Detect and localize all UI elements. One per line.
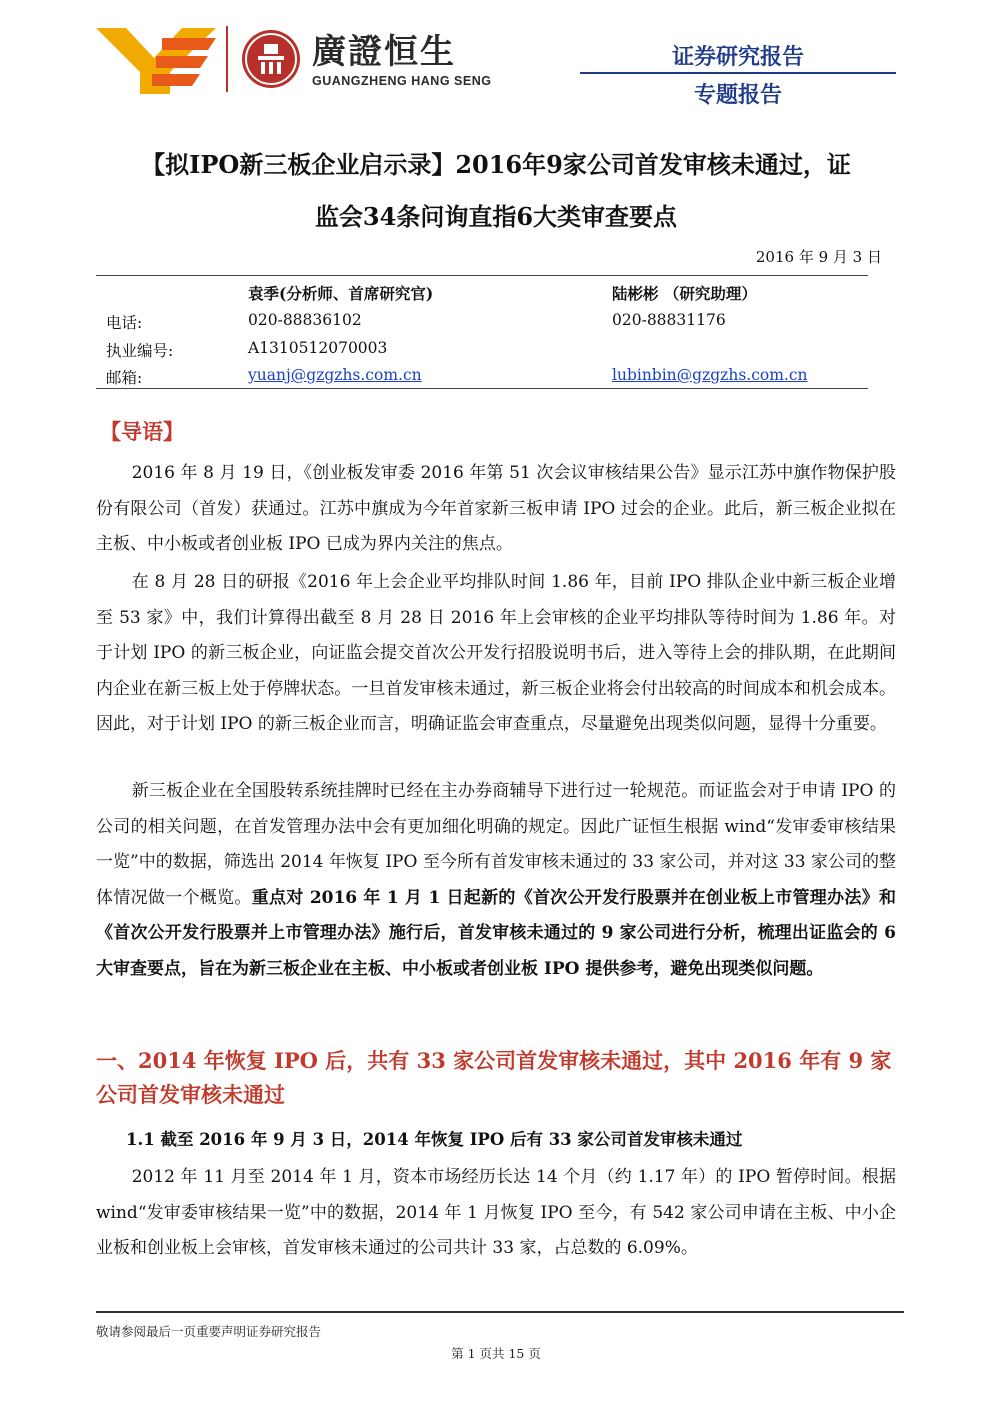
brand-name-cn: 廣證恒生 bbox=[312, 32, 456, 72]
footer-disclaimer: 敬请参阅最后一页重要声明证券研究报告 bbox=[96, 1324, 322, 1339]
intro-paragraph-2: 在 8 月 28 日的研报《2016 年上会企业平均排队时间 1.86 年，目前 IPO 排队企业中新三板企业增至 53 家》中，我们计算得出截至 8 月 28 日 2016 年上会审核的企业平均排队等待时间为 1.86 年。对于计划 IPO 的新三板企业，向证监会提交首次公开发行招股说明书后，进入等待上会的排队期，在此期间内企业在新三板上处于停牌状态。一旦首发审核未通过，新三板企业将会付出较高的时间成本和机会成本。因此，对于计划 IPO 的新三板企业而言，明确证监会审查重点，尽量避免出现类似问题，显得十分重要。 bbox=[96, 572, 896, 734]
footer-rule bbox=[96, 1311, 904, 1313]
intro-paragraph-3-text: 新三板企业在全国股转系统挂牌时已经在主办券商辅导下进行过一轮规范。而证监会对于申请 IPO 的公司的相关问题，在首发管理办法中会有更加细化明确的规定。因此广证恒生根据 wind“发审委审核结果一览”中的数据，筛选出 2014 年恢复 IPO 至今所有首发审核未通过的 33 家公司，并对这 33 家公司的整体情况做一个概览。 bbox=[96, 781, 896, 908]
report-title-line2: 监会34条问询直指6大类审查要点 bbox=[314, 202, 678, 231]
intro-paragraph-3 bbox=[96, 774, 896, 987]
table-bottom-rule bbox=[96, 388, 868, 389]
logo-divider bbox=[226, 26, 228, 92]
phone-1: 020-88836102 bbox=[248, 311, 362, 329]
ye-logo-icon bbox=[96, 28, 216, 94]
report-subtype: 专题报告 bbox=[693, 83, 782, 108]
subsection-1-1-heading: 1.1 截至 2016 年 9 月 3 日，2014 年恢复 IPO 后有 33 家公司首发审核未通过 bbox=[126, 1130, 743, 1149]
page-number: 第 1 页共 15 页 bbox=[451, 1346, 541, 1361]
intro-paragraph-1: 2016 年 8 月 19 日，《创业板发审委 2016 年第 51 次会议审核结果公告》显示江苏中旗作物保护股份有限公司（首发）获通过。江苏中旗成为今年首家新三板申请 IPO 过会的企业。此后，新三板企业拟在主板、中小板或者创业板 IPO 已成为界内关注的焦点。 bbox=[96, 463, 896, 554]
analyst-name-1: 袁季(分析师、首席研究官) bbox=[248, 284, 434, 303]
analyst-name-2: 陆彬彬 （研究助理） bbox=[612, 284, 757, 303]
company-logo bbox=[96, 22, 516, 100]
header-rule bbox=[580, 72, 896, 74]
intro-heading: 【导语】 bbox=[100, 420, 184, 444]
email-link-1[interactable]: yuanj@gzgzhs.com.cn bbox=[248, 366, 422, 384]
report-title-line1: 【拟IPO新三板企业启示录】2016年9家公司首发审核未通过，证 bbox=[141, 150, 851, 179]
report-date: 2016 年 9 月 3 日 bbox=[755, 248, 882, 266]
license-label: 执业编号: bbox=[106, 342, 174, 360]
email-label: 邮箱: bbox=[106, 369, 143, 387]
phone-label: 电话: bbox=[106, 314, 143, 332]
phone-2: 020-88831176 bbox=[612, 311, 726, 329]
report-type: 证券研究报告 bbox=[671, 45, 804, 70]
seal-icon bbox=[242, 30, 300, 88]
license-number-1: A1310512070003 bbox=[248, 339, 388, 357]
section-1-heading: 一、2014 年恢复 IPO 后，共有 33 家公司首发审核未通过，其中 2016 年有 9 家公司首发审核未通过 bbox=[96, 1048, 892, 1107]
intro-paragraph-3-emphasis: 重点对 2016 年 1 月 1 日起新的《首次公开发行股票并在创业板上市管理办法》和《首次公开发行股票并上市管理办法》施行后，首发审核未通过的 9 家公司进行分析，梳理出证监会的 6 大审查要点，旨在为新三板企业在主板、中小板或者创业板 IPO 提供参考，避免出现类似问题。 bbox=[96, 887, 896, 979]
email-link-2[interactable]: lubinbin@gzgzhs.com.cn bbox=[612, 366, 808, 384]
section-1-paragraph-1: 2012 年 11 月至 2014 年 1 月，资本市场经历长达 14 个月（约 1.17 年）的 IPO 暂停时间。根据 wind“发审委审核结果一览”中的数据，2014 年 1 月恢复 IPO 至今，有 542 家公司申请在主板、中小企业板和创业板上会审核，首发审核未通过的公司共计 33 家，占总数的 6.09%。 bbox=[96, 1167, 896, 1258]
brand-name-en: GUANGZHENG HANG SENG bbox=[312, 74, 492, 88]
table-top-rule bbox=[96, 275, 868, 276]
